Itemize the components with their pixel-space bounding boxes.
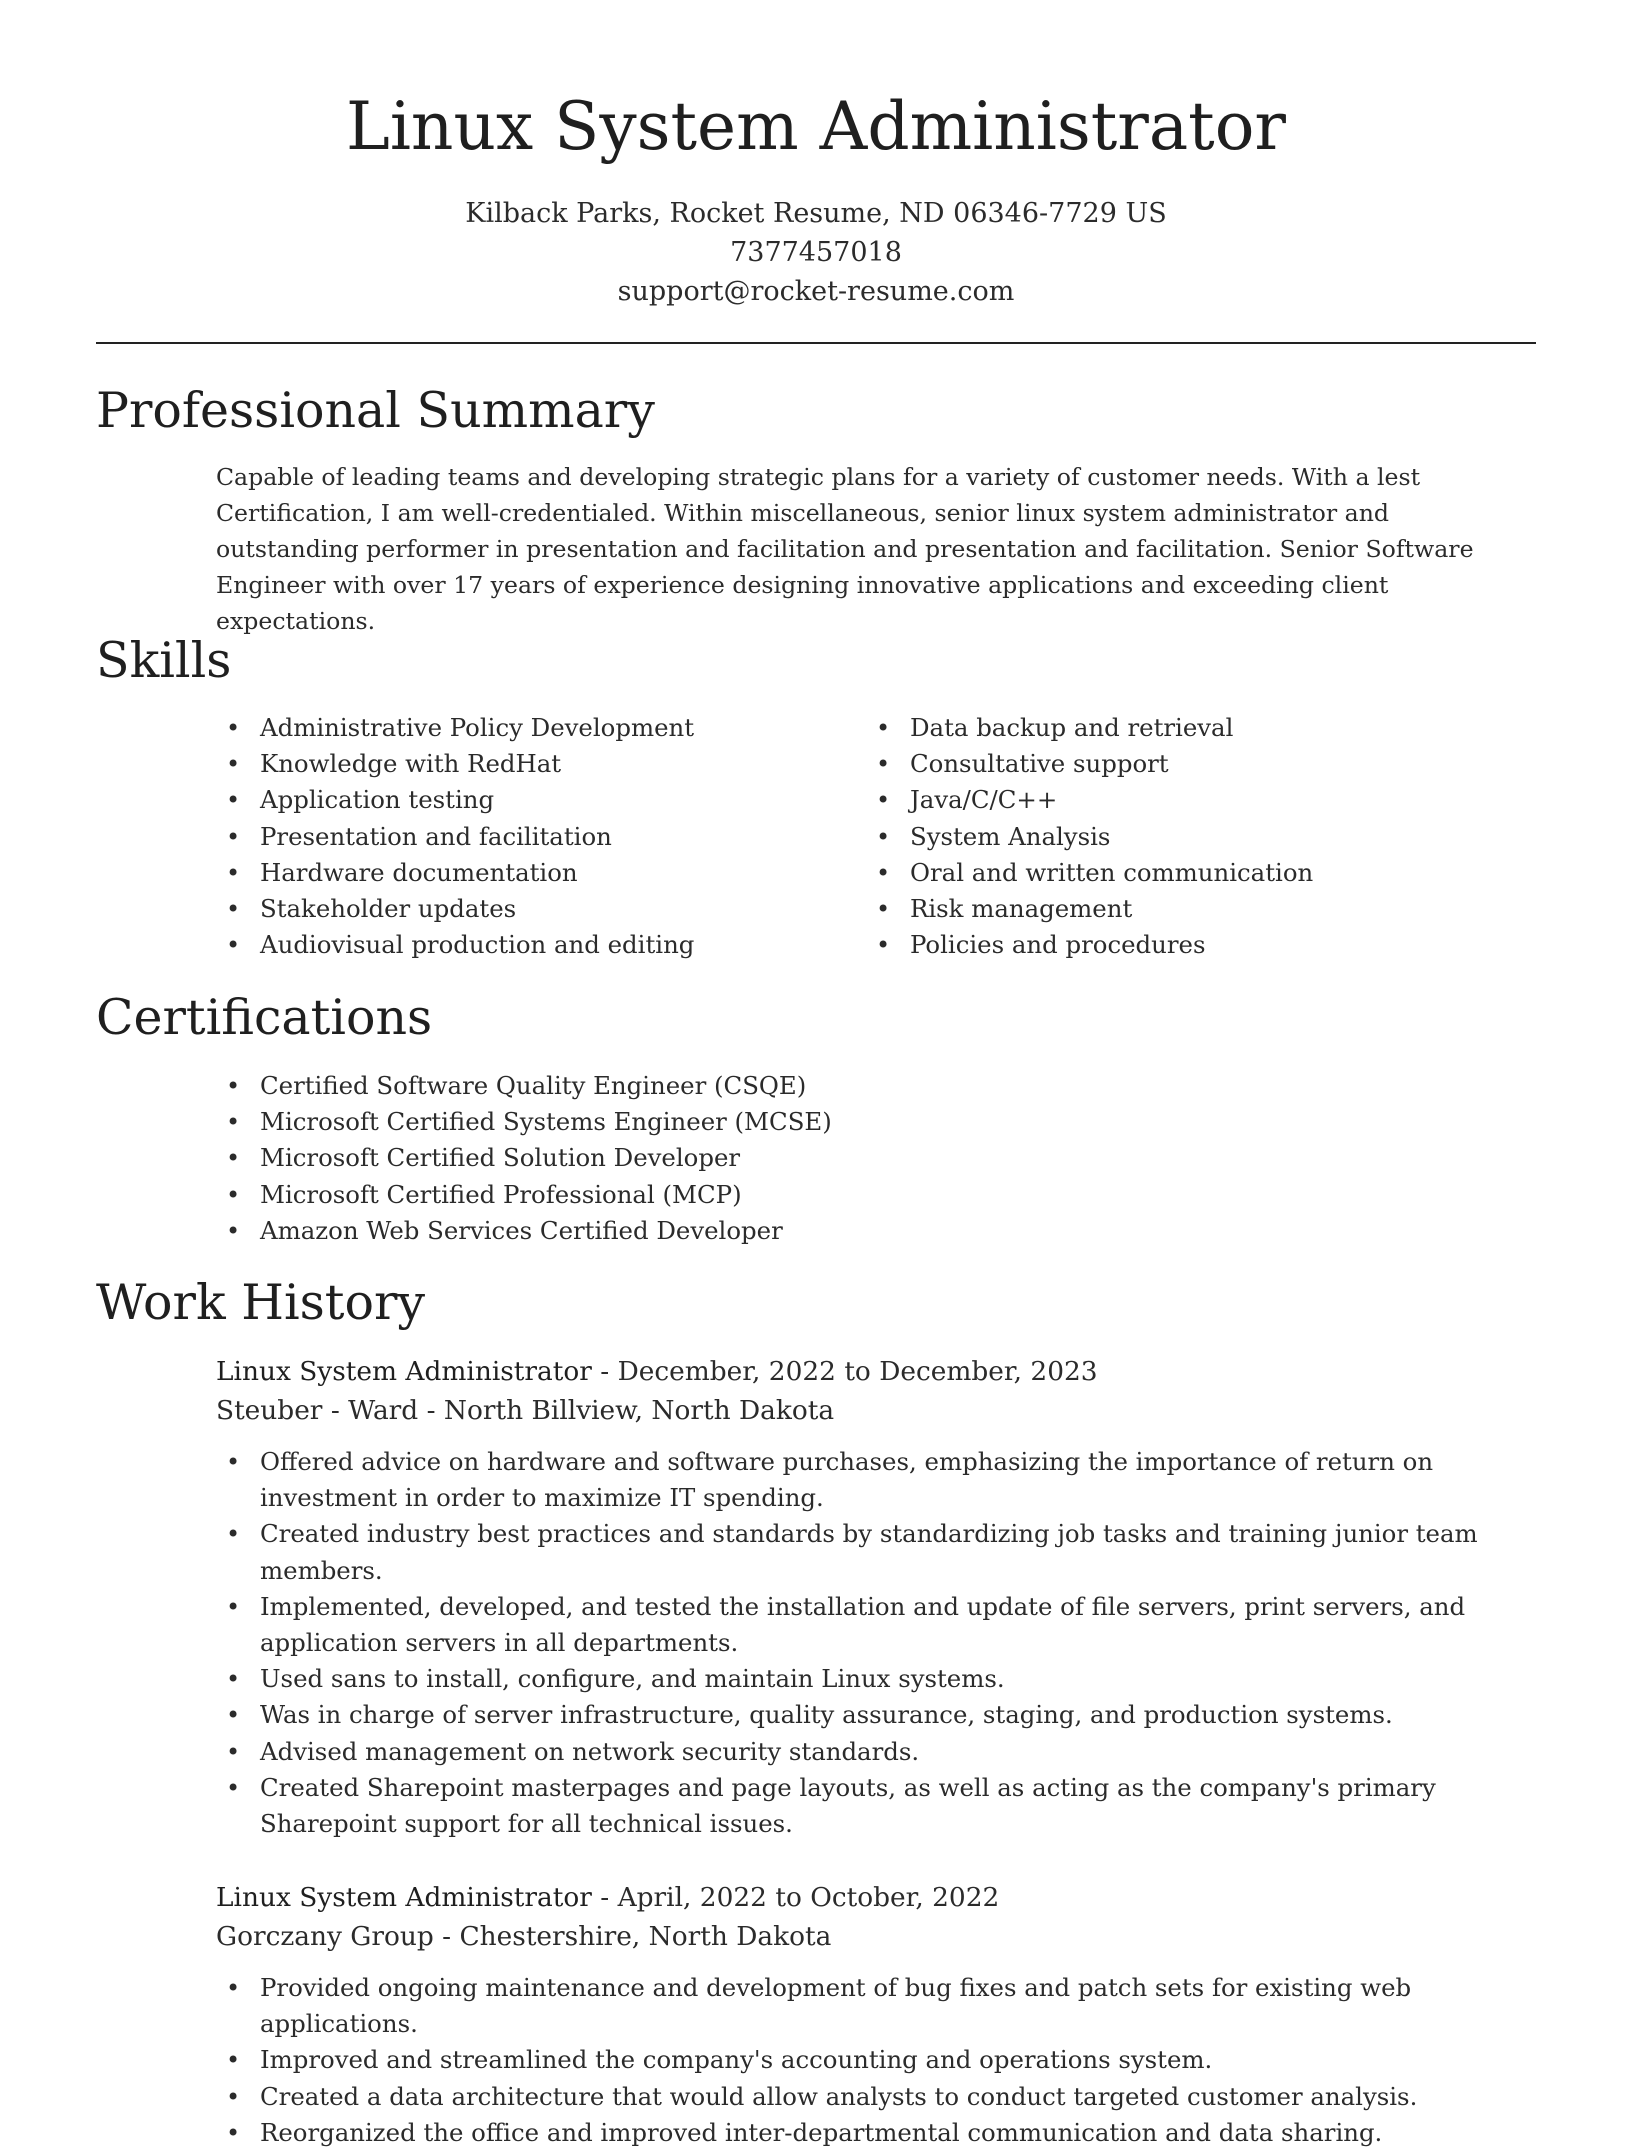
- address-text: Kilback Parks, Rocket Resume, ND 06346-7729 US: [465, 198, 1167, 229]
- certification-item: • Amazon Web Services Certified Developer: [216, 1213, 1536, 1249]
- job-bullet: • Offered advice on hardware and software purchases, emphasizing the importance of return on investment in order to maximize IT spending.: [216, 1444, 1538, 1516]
- skill-item: • Risk management: [866, 891, 1516, 927]
- job-title-line: [216, 1878, 1538, 1917]
- candidate-title: Linux System Administrator: [346, 88, 1286, 165]
- skill-item: • Audiovisual production and editing: [216, 927, 866, 963]
- job-entry: [216, 1878, 1538, 2151]
- certification-item: • Microsoft Certified Systems Engineer (MCSE): [216, 1104, 1536, 1140]
- summary-heading: Professional Summary: [96, 382, 655, 439]
- skills-list-right: [866, 710, 1516, 963]
- job-bullet: • Improved and streamlined the company's accounting and operations system.: [216, 2042, 1538, 2078]
- skill-item: • Stakeholder updates: [216, 891, 866, 927]
- resume-header: [96, 86, 1536, 311]
- job-location: - Chestershire, North Dakota: [433, 1921, 832, 1952]
- job-bullets: [216, 1444, 1538, 1842]
- skills-list-left: [216, 710, 866, 963]
- summary-text: Capable of leading teams and developing strategic plans for a variety of customer needs. With a lest Certification, I am well-credentialed. Within miscellaneous, senior linux system administrator and outstanding performer in presentation and facilitation and presentation and facilitation. Senior Software Engineer with over 17 years of experience designing innovative applications and exceeding client expectations.: [216, 463, 1474, 635]
- job-bullet: • Provided ongoing maintenance and development of bug fixes and patch sets for existing web applications.: [216, 1970, 1538, 2042]
- job-company: Gorczany Group: [216, 1921, 434, 1952]
- job-bullet: • Implemented, developed, and tested the installation and update of file servers, print servers, and application servers in all departments.: [216, 1589, 1538, 1661]
- job-company-line: [216, 1917, 1538, 1956]
- job-bullets: [216, 1970, 1538, 2151]
- job-bullet: • Created Sharepoint masterpages and page layouts, as well as acting as the company's primary Sharepoint support for all technical issues.: [216, 1770, 1538, 1842]
- skills-heading: Skills: [96, 632, 232, 689]
- job-bullet: • Created industry best practices and standards by standardizing job tasks and training junior team members.: [216, 1516, 1538, 1588]
- skill-item: • Administrative Policy Development: [216, 710, 866, 746]
- certifications-section: [216, 1068, 1536, 1249]
- contact-info: [96, 194, 1536, 311]
- job-dates: - April, 2022 to October, 2022: [591, 1882, 1000, 1913]
- certification-item: • Microsoft Certified Solution Developer: [216, 1140, 1536, 1176]
- skill-item: • Java/C/C++: [866, 782, 1516, 818]
- job-title-line: [216, 1352, 1538, 1391]
- job-bullet: • Used sans to install, configure, and maintain Linux systems.: [216, 1661, 1538, 1697]
- job-location: - North Billview, North Dakota: [418, 1395, 835, 1426]
- certifications-list: [216, 1068, 1536, 1249]
- job-title: Linux System Administrator: [216, 1356, 592, 1387]
- certification-item: • Microsoft Certified Professional (MCP): [216, 1177, 1536, 1213]
- job-company-line: [216, 1391, 1538, 1430]
- skill-item: • Knowledge with RedHat: [216, 746, 866, 782]
- skills-columns: [216, 710, 1536, 963]
- skill-item: • Hardware documentation: [216, 855, 866, 891]
- job-dates: - December, 2022 to December, 2023: [591, 1356, 1098, 1387]
- certifications-heading: Certifications: [96, 989, 433, 1046]
- header-divider: [96, 342, 1536, 344]
- job-company: Steuber - Ward: [216, 1395, 419, 1426]
- skill-item: • System Analysis: [866, 819, 1516, 855]
- job-title: Linux System Administrator: [216, 1882, 592, 1913]
- certification-item: • Certified Software Quality Engineer (CSQE): [216, 1068, 1536, 1104]
- skill-item: • Data backup and retrieval: [866, 710, 1516, 746]
- job-bullet: • Created a data architecture that would allow analysts to conduct targeted customer analysis.: [216, 2079, 1538, 2115]
- job-entry: [216, 1352, 1538, 1842]
- skill-item: • Presentation and facilitation: [216, 819, 866, 855]
- phone-text: 7377457018: [730, 237, 902, 268]
- job-bullet: • Was in charge of server infrastructure, quality assurance, staging, and production systems.: [216, 1697, 1538, 1733]
- job-bullet: • Reorganized the office and improved inter-departmental communication and data sharing.: [216, 2115, 1538, 2151]
- skill-item: • Application testing: [216, 782, 866, 818]
- job-bullet: • Advised management on network security standards.: [216, 1734, 1538, 1770]
- skill-item: • Consultative support: [866, 746, 1516, 782]
- skill-item: • Policies and procedures: [866, 927, 1516, 963]
- skill-item: • Oral and written communication: [866, 855, 1516, 891]
- work-history-heading: Work History: [96, 1274, 426, 1331]
- email-text: support@rocket-resume.com: [617, 276, 1015, 307]
